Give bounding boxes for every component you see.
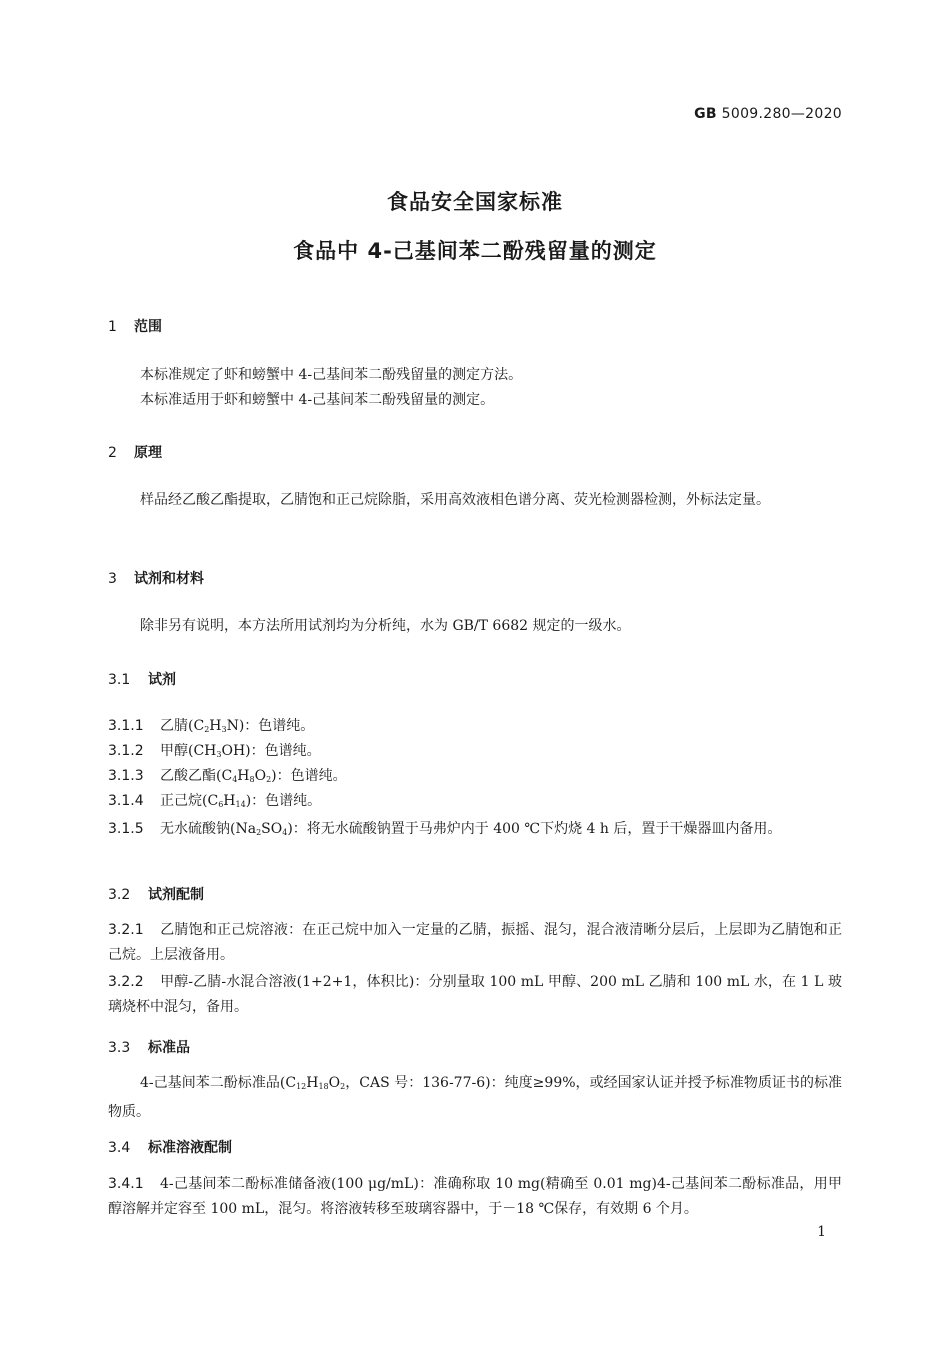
section-3-para-1: 除非另有说明，本方法所用试剂均为分析纯，水为 GB/T 6682 规定的一级水。 [140, 618, 631, 634]
section-title: 试剂和材料 [134, 571, 204, 587]
section-title: 范围 [134, 319, 162, 335]
standard-prefix: GB [694, 106, 717, 122]
section-title: 标准品 [148, 1040, 190, 1056]
item-number: 3.2.1 [108, 922, 144, 938]
item-3-1-5 [108, 817, 842, 846]
item-number: 3.1.2 [108, 743, 144, 759]
para-text: ，CAS 号：136-77-6)：纯度≥99%，或经国家认证并授予标准物质证书的标准物质。 [108, 1075, 843, 1120]
para-text: H [306, 1075, 319, 1091]
subscript: 6 [218, 800, 224, 809]
section-3-3-para-1 [108, 1071, 842, 1124]
section-number: 1 [108, 319, 117, 335]
subscript: 3 [216, 750, 222, 759]
section-2-para-1: 样品经乙酸乙酯提取，乙腈饱和正己烷除脂，采用高效液相色谱分离、荧光检测器检测，外标法定量。 [140, 492, 770, 508]
para-text: 4-己基间苯二酚标准品(C [140, 1075, 297, 1091]
item-number: 3.2.2 [108, 974, 144, 990]
item-3-4-1 [108, 1172, 842, 1221]
item-3-1-4 [108, 789, 842, 818]
section-number: 2 [108, 445, 117, 461]
section-1-para-2: 本标准适用于虾和螃蟹中 4-己基间苯二酚残留量的测定。 [140, 392, 495, 408]
section-number: 3.2 [108, 887, 131, 903]
item-text: )：将无水硫酸钠置于马弗炉内于 400 ℃下灼烧 4 h 后，置于干燥器皿内备用。 [287, 821, 782, 837]
item-text: OH)：色谱纯。 [221, 743, 321, 759]
section-title: 标准溶液配制 [148, 1140, 232, 1156]
document-title-line1: 食品安全国家标准 [387, 190, 563, 214]
item-text: N)：色谱纯。 [226, 718, 315, 734]
section-title: 试剂配制 [148, 887, 204, 903]
section-2-heading [108, 442, 162, 462]
item-number: 3.1.3 [108, 768, 144, 784]
item-number: 3.1.1 [108, 718, 144, 734]
subscript: 4 [282, 828, 288, 837]
standard-number: 5009.280—2020 [721, 106, 842, 122]
subscript: 3 [221, 725, 227, 734]
subscript: 12 [296, 1082, 307, 1091]
subscript: 2 [256, 828, 262, 837]
section-number: 3.4 [108, 1140, 131, 1156]
subscript: 8 [249, 775, 255, 784]
item-3-2-2 [108, 970, 842, 1019]
section-3-3-heading [108, 1037, 190, 1057]
subscript: 14 [235, 800, 246, 809]
para-text: O [328, 1075, 341, 1091]
section-1-para-1: 本标准规定了虾和螃蟹中 4-己基间苯二酚残留量的测定方法。 [140, 367, 523, 383]
item-text: 乙腈(C [160, 718, 205, 734]
item-text: 乙酸乙酯(C [160, 768, 233, 784]
item-number: 3.1.4 [108, 793, 144, 809]
section-3-1-heading [108, 669, 176, 689]
item-text: SO [261, 821, 283, 837]
section-number: 3.1 [108, 672, 131, 688]
subscript: 18 [318, 1082, 329, 1091]
item-text: )：色谱纯。 [245, 793, 322, 809]
item-text: 甲醇(CH [160, 743, 217, 759]
item-text: H [237, 768, 250, 784]
section-1-heading [108, 316, 162, 336]
section-title: 试剂 [148, 672, 176, 688]
item-number: 3.4.1 [108, 1176, 144, 1192]
item-text: H [209, 718, 222, 734]
item-number: 3.1.5 [108, 821, 144, 837]
subscript: 2 [340, 1082, 346, 1091]
item-text: O [254, 768, 267, 784]
section-title: 原理 [134, 445, 162, 461]
item-text: 正己烷(C [160, 793, 219, 809]
item-text: )：色谱纯。 [271, 768, 347, 784]
item-text: 4-己基间苯二酚标准储备液(100 μg/mL)：准确称取 10 mg(精确至 0.01 mg)4-己基间苯二酚标准品，用甲醇溶解并定容至 100 mL，混匀。将溶液转移至玻璃容器中，于－18 ℃保存，有效期 6 个月。 [108, 1176, 842, 1217]
page-number: 1 [817, 1224, 826, 1240]
item-3-2-1 [108, 918, 842, 967]
section-number: 3.3 [108, 1040, 131, 1056]
section-number: 3 [108, 571, 117, 587]
item-text: 甲醇-乙腈-水混合溶液(1+2+1，体积比)：分别量取 100 mL 甲醇、200 mL 乙腈和 100 mL 水，在 1 L 玻璃烧杯中混匀，备用。 [108, 974, 842, 1015]
subscript: 4 [232, 775, 238, 784]
item-text: H [223, 793, 236, 809]
item-text: 无水硫酸钠(Na [160, 821, 257, 837]
section-3-2-heading [108, 884, 204, 904]
standard-code [694, 106, 842, 122]
subscript: 2 [204, 725, 210, 734]
document-title-line2: 食品中 4-己基间苯二酚残留量的测定 [293, 239, 657, 263]
item-text: 乙腈饱和正己烷溶液：在正己烷中加入一定量的乙腈，振摇、混匀，混合液清晰分层后，上层即为乙腈饱和正己烷。上层液备用。 [108, 922, 842, 963]
section-3-4-heading [108, 1137, 232, 1157]
subscript: 2 [266, 775, 272, 784]
section-3-heading [108, 568, 204, 588]
